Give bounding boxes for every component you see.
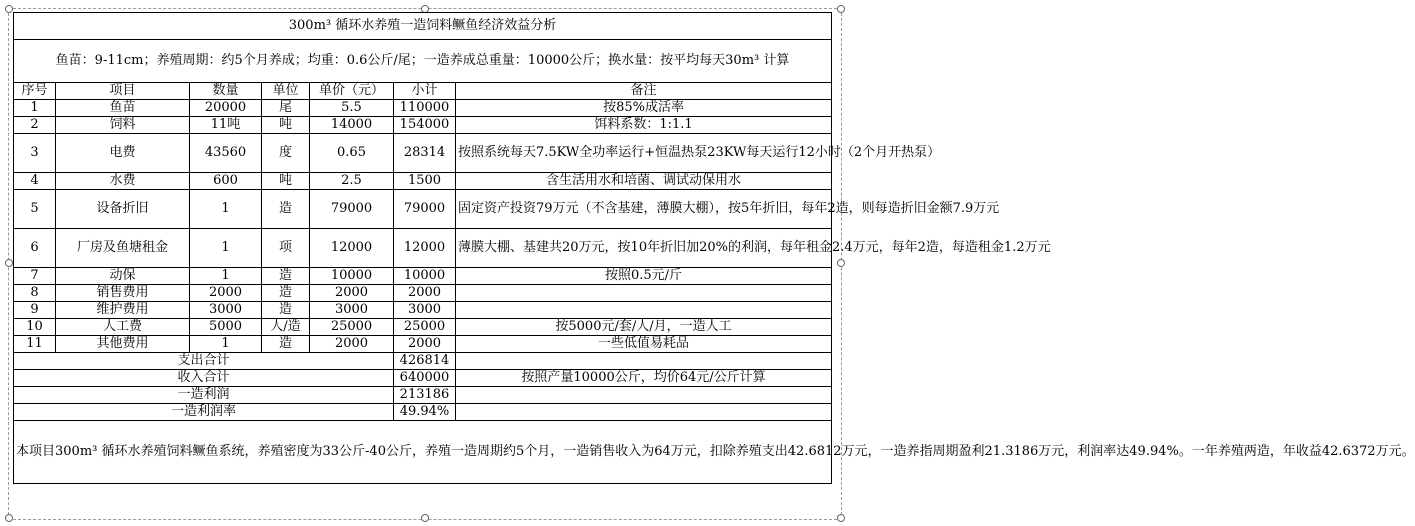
row-price: 5.5	[310, 100, 394, 117]
row-unit: 人/造	[262, 319, 310, 336]
row-no: 9	[14, 302, 56, 319]
row-unit: 造	[262, 302, 310, 319]
total-row	[14, 404, 832, 421]
row-qty: 43560	[190, 134, 262, 173]
row-note	[456, 285, 832, 302]
row-subtotal: 79000	[394, 190, 456, 229]
header-unit: 单位	[262, 83, 310, 100]
table-row	[14, 285, 832, 302]
row-subtotal: 2000	[394, 285, 456, 302]
row-unit: 造	[262, 190, 310, 229]
table-row	[14, 173, 832, 190]
row-note: 按5000元/套/人/月，一造人工	[456, 319, 832, 336]
total-label: 收入合计	[14, 370, 394, 387]
row-item: 动保	[56, 268, 190, 285]
row-price: 79000	[310, 190, 394, 229]
row-item: 饲料	[56, 117, 190, 134]
resize-handle-mid-left[interactable]	[5, 259, 13, 267]
total-label: 一造利润率	[14, 404, 394, 421]
row-unit: 造	[262, 285, 310, 302]
row-qty: 1	[190, 229, 262, 268]
resize-handle-bottom-mid[interactable]	[421, 514, 429, 522]
row-unit: 造	[262, 336, 310, 353]
row-item: 人工费	[56, 319, 190, 336]
row-unit: 度	[262, 134, 310, 173]
row-no: 1	[14, 100, 56, 117]
row-no: 11	[14, 336, 56, 353]
header-note: 备注	[456, 83, 832, 100]
row-price: 2000	[310, 285, 394, 302]
row-no: 10	[14, 319, 56, 336]
row-note	[456, 302, 832, 319]
total-value: 49.94%	[394, 404, 456, 421]
row-price: 10000	[310, 268, 394, 285]
resize-handle-top-left[interactable]	[5, 5, 13, 13]
row-note: 一些低值易耗品	[456, 336, 832, 353]
row-note: 按85%成活率	[456, 100, 832, 117]
row-no: 3	[14, 134, 56, 173]
total-note	[456, 404, 832, 421]
row-qty: 1	[190, 268, 262, 285]
row-no: 2	[14, 117, 56, 134]
table-row	[14, 117, 832, 134]
row-item: 电费	[56, 134, 190, 173]
row-item: 鱼苗	[56, 100, 190, 117]
economic-analysis-table	[13, 12, 1415, 484]
row-item: 水费	[56, 173, 190, 190]
total-row	[14, 353, 832, 370]
row-price: 0.65	[310, 134, 394, 173]
row-no: 8	[14, 285, 56, 302]
total-value: 640000	[394, 370, 456, 387]
row-subtotal: 28314	[394, 134, 456, 173]
row-subtotal: 154000	[394, 117, 456, 134]
row-note: 按照系统每天7.5KW全功率运行+恒温热泵23KW每天运行12小时（2个月开热泵）	[456, 134, 832, 173]
row-note: 含生活用水和培菌、调试动保用水	[456, 173, 832, 190]
table-row	[14, 336, 832, 353]
row-item: 销售费用	[56, 285, 190, 302]
total-note	[456, 387, 832, 404]
row-item: 厂房及鱼塘租金	[56, 229, 190, 268]
table-row	[14, 100, 832, 117]
row-price: 14000	[310, 117, 394, 134]
table-row	[14, 319, 832, 336]
row-subtotal: 25000	[394, 319, 456, 336]
row-subtotal: 3000	[394, 302, 456, 319]
row-note: 薄膜大棚、基建共20万元，按10年折旧加20%的利润，每年租金2.4万元，每年2造，每造租金1.2万元	[456, 229, 832, 268]
row-subtotal: 1500	[394, 173, 456, 190]
row-qty: 1	[190, 190, 262, 229]
row-price: 2.5	[310, 173, 394, 190]
row-unit: 造	[262, 268, 310, 285]
table-row	[14, 302, 832, 319]
header-price: 单价（元）	[310, 83, 394, 100]
row-no: 4	[14, 173, 56, 190]
row-item: 设备折旧	[56, 190, 190, 229]
total-note: 按照产量10000公斤，均价64元/公斤计算	[456, 370, 832, 387]
resize-handle-bottom-right[interactable]	[837, 514, 845, 522]
row-qty: 11吨	[190, 117, 262, 134]
row-no: 7	[14, 268, 56, 285]
total-value: 213186	[394, 387, 456, 404]
row-price: 25000	[310, 319, 394, 336]
row-unit: 吨	[262, 173, 310, 190]
table-row	[14, 134, 832, 173]
row-item: 维护费用	[56, 302, 190, 319]
row-subtotal: 12000	[394, 229, 456, 268]
header-subtotal: 小计	[394, 83, 456, 100]
header-no: 序号	[14, 83, 56, 100]
row-qty: 1	[190, 336, 262, 353]
intro-text: 鱼苗：9-11cm；养殖周期：约5个月养成；均重：0.6公斤/尾；一造养成总重量：10000公斤；换水量：按平均每天30m³ 计算	[14, 40, 832, 83]
row-price: 12000	[310, 229, 394, 268]
total-note	[456, 353, 832, 370]
row-note: 饵料系数：1:1.1	[456, 117, 832, 134]
header-item: 项目	[56, 83, 190, 100]
resize-handle-bottom-left[interactable]	[5, 514, 13, 522]
table-row	[14, 190, 832, 229]
header-row	[14, 83, 832, 100]
row-no: 5	[14, 190, 56, 229]
row-note: 固定资产投资79万元（不含基建，薄膜大棚），按5年折旧，每年2造，则每造折旧金额7.9万元	[456, 190, 832, 229]
total-label: 一造利润	[14, 387, 394, 404]
total-row	[14, 370, 832, 387]
row-unit: 吨	[262, 117, 310, 134]
row-no: 6	[14, 229, 56, 268]
row-item: 其他费用	[56, 336, 190, 353]
total-value: 426814	[394, 353, 456, 370]
row-note: 按照0.5元/斤	[456, 268, 832, 285]
row-unit: 项	[262, 229, 310, 268]
row-qty: 5000	[190, 319, 262, 336]
row-qty: 2000	[190, 285, 262, 302]
table-row	[14, 229, 832, 268]
row-unit: 尾	[262, 100, 310, 117]
total-label: 支出合计	[14, 353, 394, 370]
summary-text: 本项目300m³ 循环水养殖饲料鳜鱼系统，养殖密度为33公斤-40公斤，养殖一造周期约5个月，一造销售收入为64万元，扣除养殖支出42.6812万元，一造养指周期盈利21.3186万元，利润率达49.94%。一年养殖两造，年收益42.6372万元。	[14, 421, 832, 484]
row-qty: 3000	[190, 302, 262, 319]
header-qty: 数量	[190, 83, 262, 100]
sheet-title: 300m³ 循环水养殖一造饲料鳜鱼经济效益分析	[14, 13, 832, 40]
row-price: 2000	[310, 336, 394, 353]
row-price: 3000	[310, 302, 394, 319]
row-subtotal: 2000	[394, 336, 456, 353]
resize-handle-top-right[interactable]	[837, 5, 845, 13]
resize-handle-mid-right[interactable]	[837, 259, 845, 267]
table-row	[14, 268, 832, 285]
row-qty: 20000	[190, 100, 262, 117]
row-qty: 600	[190, 173, 262, 190]
row-subtotal: 10000	[394, 268, 456, 285]
row-subtotal: 110000	[394, 100, 456, 117]
total-row	[14, 387, 832, 404]
